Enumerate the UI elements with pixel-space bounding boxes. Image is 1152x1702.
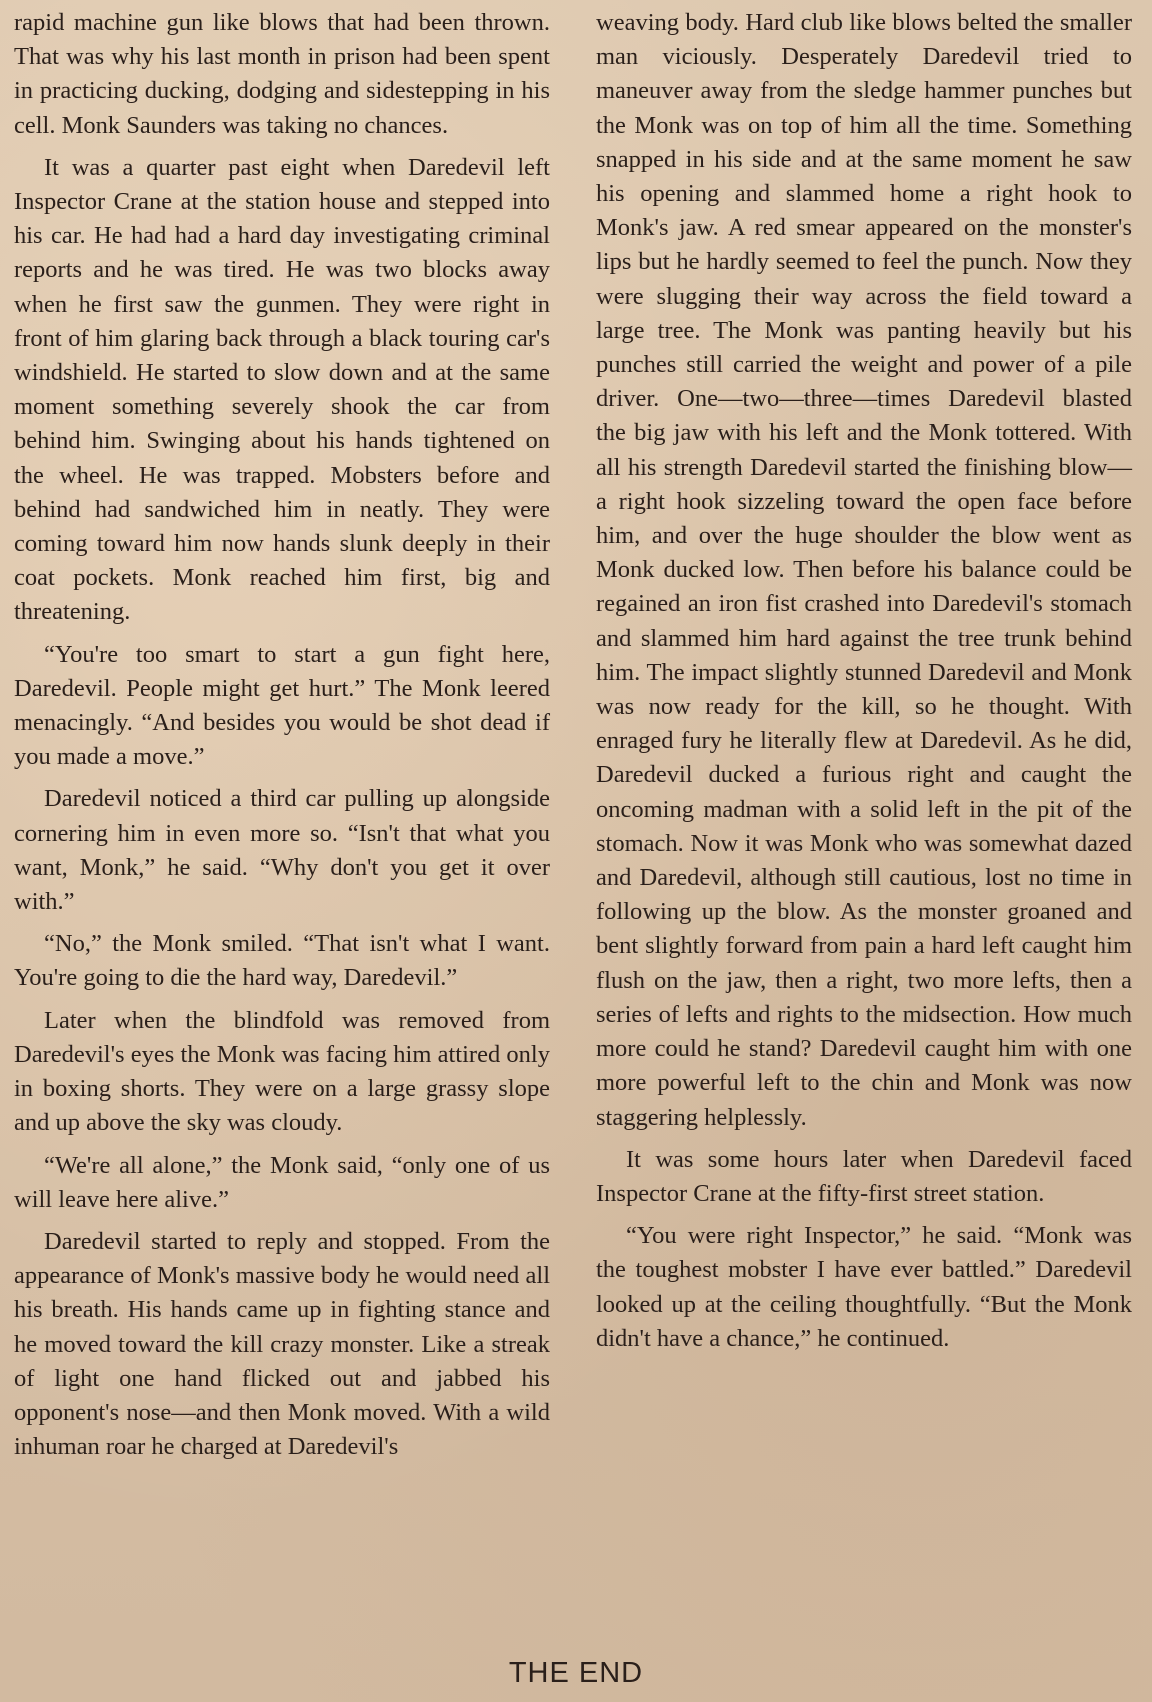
paragraph: weaving body. Hard club like blows belted the smaller man viciously. Desperately Daredevil tried to maneuver away from the sledge hammer punches but the Monk was on top of him all the time. Something snapped in his side and at the same moment he saw his opening and slammed home a right hook to Monk's jaw. A red smear appeared on the monster's lips but he hardly seemed to feel the punch. Now they were slugging their way across the field toward a large tree. The Monk was panting heavily but his punches still carried the weight and power of a pile driver. One—two—three—times Daredevil blasted the big jaw with his left and the Monk tottered. With all his strength Daredevil started the finishing blow—a right hook sizzeling toward the open face before him, and over the huge shoulder the blow went as Monk ducked low. Then before his balance could be regained an iron fist crashed into Daredevil's stomach and slammed him hard against the tree trunk behind him. The impact slightly stunned Daredevil and Monk was now ready for the kill, so he thought. With enraged fury he literally flew at Daredevil. As he did, Daredevil ducked a furious right and caught the oncoming madman with a solid left in the pit of the stomach. Now it was Monk who was somewhat dazed and Daredevil, although still cautious, lost no time in following up the blow. As the monster groaned and bent slightly forward from pain a hard left caught him flush on the jaw, then a right, two more lefts, then a series of lefts and rights to the midsection. How much more could he stand? Daredevil caught him with one more powerful left to the chin and Monk was now staggering helplessly. bbox=[596, 9, 1132, 1131]
paragraph: “You were right Inspector,” he said. “Monk was the toughest mobster I have ever battled.” Daredevil looked up at the ceiling thoughtfully. “But the Monk didn't have a chance,” he continued. bbox=[596, 1222, 1132, 1352]
right-text-column bbox=[596, 6, 1132, 1364]
paragraph: rapid machine gun like blows that had been thrown. That was why his last month in prison had been spent in practicing ducking, dodging and sidestepping in his cell. Monk Saunders was taking no chances. bbox=[14, 9, 550, 139]
paragraph: “You're too smart to start a gun fight here, Daredevil. People might get hurt.” The Monk leered menacingly. “And besides you would be shot dead if you made a move.” bbox=[14, 640, 550, 771]
paragraph: Daredevil started to reply and stopped. From the appearance of Monk's massive body he would need all his breath. His hands came up in fighting stance and he moved toward the kill crazy monster. Like a streak of light one hand flicked out and jabbed his opponent's nose—and then Monk moved. With a wild inhuman roar he charged at Daredevil's bbox=[14, 1227, 550, 1461]
paragraph: Daredevil noticed a third car pulling up alongside cornering him in even more so. “Isn't that what you want, Monk,” he said. “Why don't you get it over with.” bbox=[14, 785, 550, 916]
paragraph: Later when the blindfold was removed from Daredevil's eyes the Monk was facing him attired only in boxing shorts. They were on a large grassy slope and up above the sky was cloudy. bbox=[14, 1006, 550, 1137]
paragraph: It was some hours later when Daredevil faced Inspector Crane at the fifty-first street station. bbox=[596, 1145, 1132, 1207]
paragraph: “We're all alone,” the Monk said, “only one of us will leave here alive.” bbox=[14, 1151, 550, 1213]
left-text-column bbox=[14, 6, 550, 1472]
paragraph: It was a quarter past eight when Daredevil left Inspector Crane at the station house and stepped into his car. He had had a hard day investigating criminal reports and he was tired. He was two blocks away when he first saw the gunmen. They were right in front of him glaring back through a black touring car's windshield. He started to slow down and at the same moment something severely shook the car from behind him. Swinging about his hands tightened on the wheel. He was trapped. Mobsters before and behind had sandwiched him in neatly. They were coming toward him now hands slunk deeply in their coat pockets. Monk reached him first, big and threatening. bbox=[14, 153, 550, 626]
paragraph: “No,” the Monk smiled. “That isn't what I want. You're going to die the hard way, Daredevil.” bbox=[14, 930, 550, 992]
the-end-caption: THE END bbox=[508, 1657, 644, 1689]
